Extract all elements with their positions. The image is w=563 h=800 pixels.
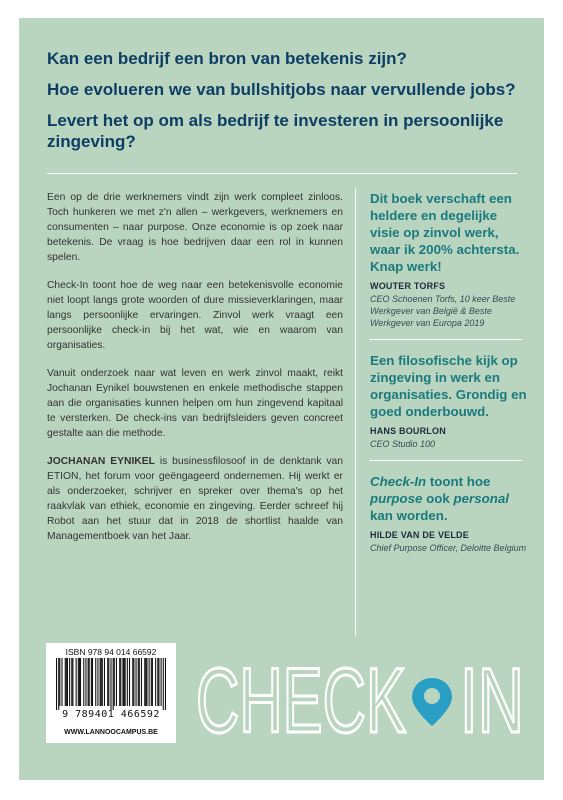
barcode-bar (136, 658, 137, 706)
barcode-bar (107, 658, 108, 706)
endorsement-divider (370, 339, 522, 340)
endorsement-text-part: toont hoe (426, 474, 491, 489)
barcode-bar (149, 658, 150, 706)
endorsement-2 (370, 352, 530, 450)
barcode-bar (72, 658, 73, 706)
barcode-bar (91, 658, 92, 706)
barcode-bar (79, 658, 80, 706)
barcode-bar (89, 658, 90, 706)
barcode-bar (165, 658, 166, 710)
endorsement-text-part: ook (422, 491, 454, 506)
barcode-bar (163, 658, 164, 710)
barcode-bar (95, 658, 96, 706)
endorser-role: CEO Studio 100 (370, 439, 436, 449)
publisher-website: WWW.LANNOOCAMPUS.BE (64, 729, 158, 736)
barcode-bar (108, 658, 109, 706)
headline-3: Levert het op om als bedrijf te investeren in persoonlijke zingeving? (47, 111, 504, 151)
barcode-bar (129, 658, 130, 706)
logo-text-in: IN (460, 650, 524, 746)
barcode-bar (88, 658, 89, 706)
barcode-bar (100, 658, 101, 706)
barcode-bar (83, 658, 84, 706)
barcode-bar (101, 658, 102, 706)
blurb-paragraph-3: Vanuit onderzoek naar wat leven en werk zinvol maakt, reikt Jochanan Eynikel bouwstenen en enkele methodische stappen aan die organisaties kunnen helpen om hun zingevend kapitaal te versterken. De check-ins van bedrijfsleiders geven concreet gestalte aan die methode. (47, 368, 343, 439)
blurb-paragraph-2: Check-In toont hoe de weg naar een betekenisvolle economie niet loopt langs grote woorden of dure missieverklaringen, maar langs persoonlijke ervaringen. Zinvol werk vraagt een persoonlijke check-in bij het wat, wie en waarom van organisaties. (47, 280, 343, 351)
author-bio-text: is businessfilosoof in de denktank van ETION, het forum voor geëngageerd ondernemen. Hij werkt er als onderzoeker, schrijver en spreker over thema's op het raakvlak van ethiek, economie en zingeving. Eerder schreef hij Robot aan het stuur dat in 2018 de shortlist haalde van Managementboek van het Jaar. (47, 456, 343, 542)
barcode-bar (76, 658, 77, 706)
column-divider (355, 188, 356, 636)
barcode-bar (155, 658, 156, 706)
headlines (47, 48, 527, 162)
blurb-paragraph-1: Een op de drie werknemers vindt zijn werk compleet zinloos. Toch hunkeren we met z'n allen – werkgevers, werknemers en consumenten – naar purpose. Onze economie is op zoek naar betekenis. De vraag is hoe bedrijven daar een rol in kunnen spelen. (47, 192, 343, 263)
endorser-role: Chief Purpose Officer, Deloitte Belgium (370, 543, 527, 553)
barcode-bar (61, 658, 62, 706)
barcode-bar (146, 658, 147, 706)
endorsement-title: Check-In (370, 474, 427, 489)
barcode-bar (138, 658, 139, 706)
barcode-bar (114, 658, 115, 706)
barcode-bar (116, 658, 117, 706)
author-bio (47, 454, 343, 544)
barcode-digits: 9 789401 466592 (62, 709, 160, 720)
barcode-bar (97, 658, 98, 706)
barcode-bar (144, 658, 145, 706)
barcode-bar (125, 658, 126, 706)
barcode-bar (158, 658, 159, 706)
divider (47, 173, 517, 174)
isbn: ISBN 978 94 014 66592 (65, 647, 157, 657)
barcode-bar (145, 658, 146, 706)
barcode-bar (120, 658, 121, 706)
endorsement-text-part: kan worden. (370, 508, 448, 523)
barcode-bar (139, 658, 140, 706)
endorsement-text (370, 473, 530, 524)
blurb (47, 190, 343, 557)
endorsement-emphasis: purpose (370, 491, 423, 506)
barcode-bar (80, 658, 81, 706)
logo-text-check: CHECK (196, 650, 406, 746)
endorser-name: WOUTER TORFS (370, 281, 446, 291)
barcode-bar (71, 658, 72, 706)
back-cover (19, 18, 544, 780)
barcode-bar (157, 658, 158, 706)
barcode-bar (122, 658, 123, 706)
endorsement-1 (370, 190, 530, 329)
barcode-bar (161, 658, 162, 706)
endorsement-text: Een filosofische kijk op zingeving in werk en organisaties. Grondig en goed onderbouwd. (370, 353, 527, 419)
barcode-bar (56, 658, 57, 710)
barcode-bars (56, 658, 166, 710)
barcode-bar (92, 658, 93, 706)
author-name: JOCHANAN EYNIKEL (47, 456, 155, 467)
endorser-name: HANS BOURLON (370, 426, 446, 436)
headline-1: Kan een bedrijf een bron van betekenis zijn? (47, 49, 407, 68)
endorser-role: CEO Schoenen Torfs, 10 keer Beste Werkgever van België & Beste Werkgever van Europa 2019 (370, 294, 516, 328)
barcode-bar (104, 658, 105, 706)
barcode-bar (152, 658, 153, 706)
barcode-bar (113, 658, 114, 710)
endorsement-emphasis: personal (453, 491, 509, 506)
barcode-bar (67, 658, 68, 706)
barcode-bar (69, 658, 70, 706)
barcode-bar (133, 658, 134, 706)
endorsement-3 (370, 473, 530, 554)
barcode (46, 643, 176, 743)
location-pin-icon (412, 678, 452, 726)
barcode-bar (151, 658, 152, 706)
barcode-bar (66, 658, 67, 706)
endorsement-text: Dit boek verschaft een heldere en degelijke visie op zinvol werk, waar ik 200% achtersta. Knap werk! (370, 191, 520, 274)
barcode-bar (65, 658, 66, 706)
barcode-bar (132, 658, 133, 706)
headline-2: Hoe evolueren we van bullshitjobs naar vervullende jobs? (47, 80, 516, 99)
check-in-logo (196, 646, 526, 746)
barcode-bar (110, 658, 111, 710)
barcode-bar (127, 658, 128, 706)
barcode-bar (141, 658, 142, 706)
barcode-bar (85, 658, 86, 706)
barcode-bar (124, 658, 125, 706)
barcode-bar (102, 658, 103, 706)
barcode-bar (59, 658, 60, 706)
endorsements (370, 190, 530, 564)
barcode-bar (58, 658, 59, 710)
endorser-name: HILDE VAN DE VELDE (370, 530, 469, 540)
barcode-bar (119, 658, 120, 706)
barcode-bar (78, 658, 79, 706)
endorsement-divider (370, 460, 522, 461)
